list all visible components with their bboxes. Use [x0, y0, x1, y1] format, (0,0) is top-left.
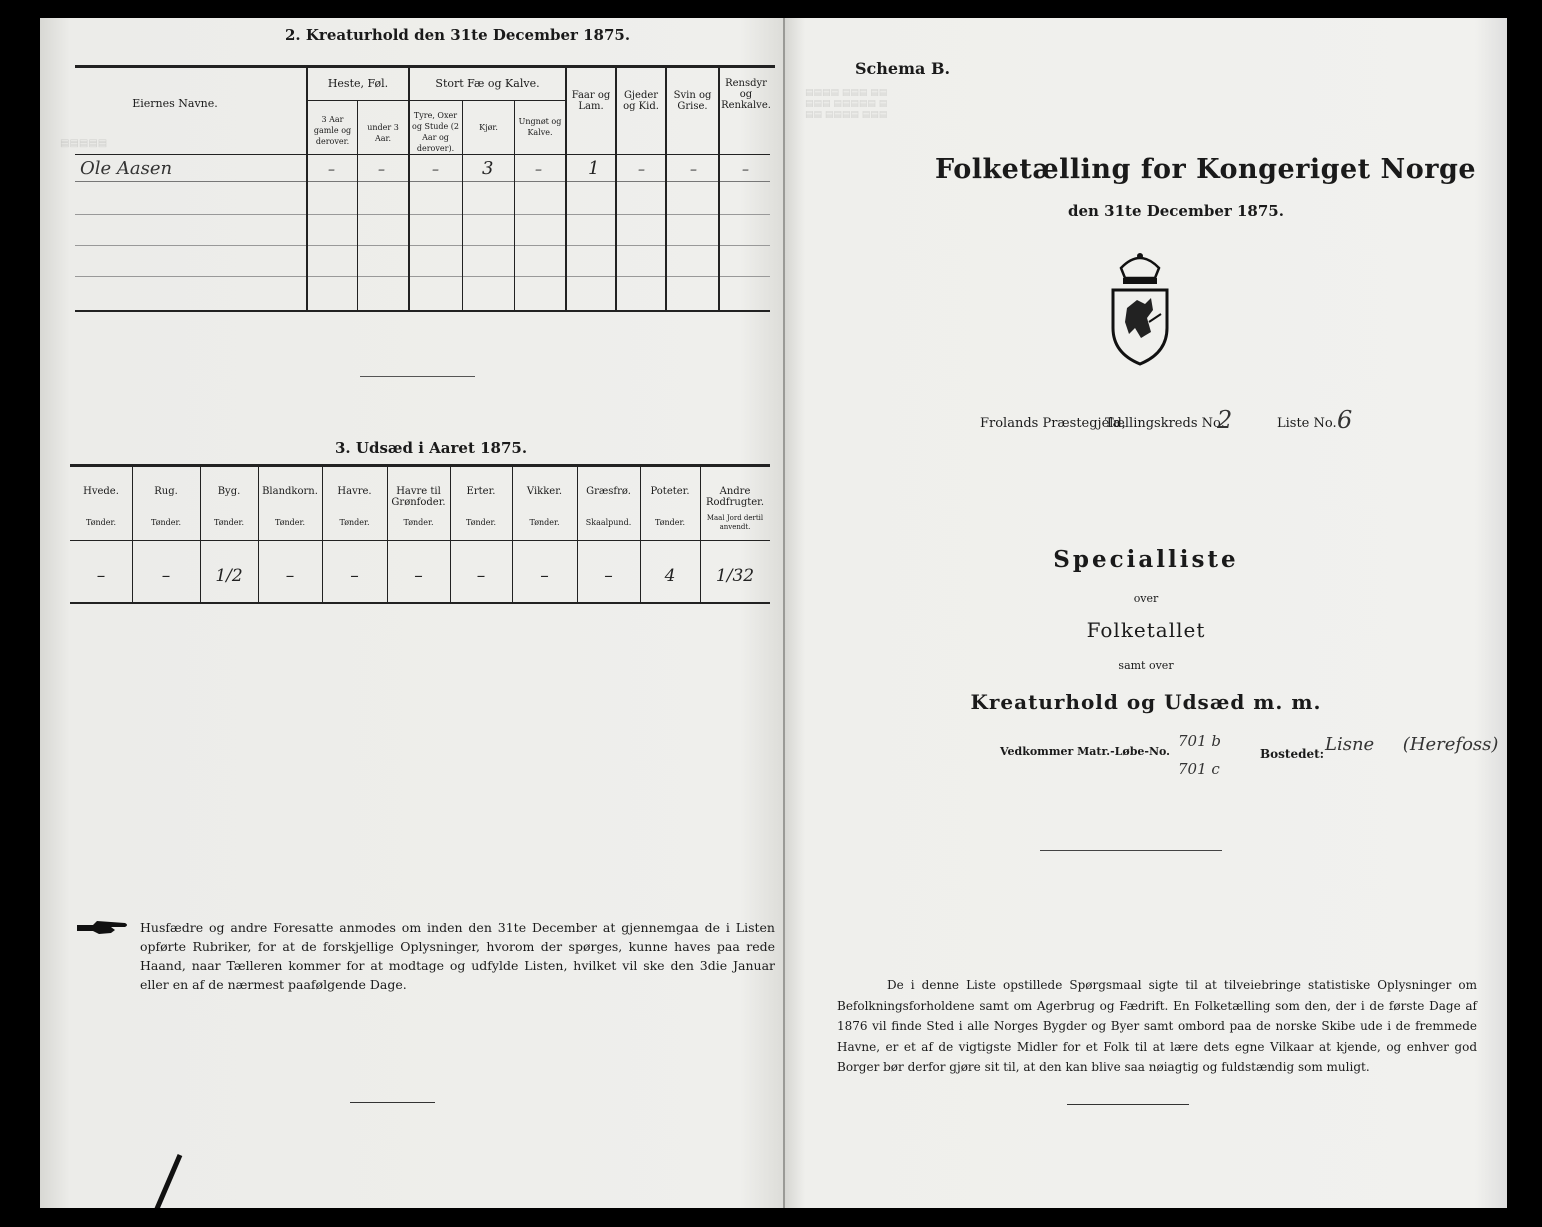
matr-value-1: 701 b	[1178, 732, 1222, 750]
folketallet-text: Folketallet	[1086, 618, 1206, 642]
separator-rule	[360, 376, 475, 377]
seed-header-unit: Tønder.	[654, 518, 686, 527]
seed-cell-value: –	[350, 566, 359, 586]
bosted-value: Lisne (Herefoss)	[1325, 734, 1499, 755]
district-number: 2	[1217, 406, 1233, 434]
special-list-title: Specialliste	[1053, 546, 1239, 573]
cows-header: Kjør.	[479, 123, 498, 132]
seed-header-name: Rug.	[154, 486, 178, 497]
left-page	[40, 18, 785, 1208]
document-date: den 31te December 1875.	[1068, 202, 1284, 220]
document-title: Folketælling for Kongeriget Norge	[935, 154, 1477, 185]
owner-name: Ole Aasen	[80, 158, 173, 179]
separator-rule	[1067, 1104, 1189, 1105]
table-bottom-rule	[75, 310, 770, 312]
horses-header: Heste, Føl.	[327, 77, 389, 90]
seed-header-unit: Tønder.	[213, 518, 245, 527]
sub-header-rule	[306, 100, 565, 101]
young-cattle-header: Ungnøt og Kalve.	[518, 117, 562, 137]
seed-header-unit: Tønder.	[403, 518, 434, 527]
seed-header-unit: Tønder.	[339, 518, 370, 527]
seed-header-name: Erter.	[466, 486, 496, 497]
horses-young-header: under 3 Aar.	[367, 123, 399, 143]
seed-cell-value: –	[540, 566, 549, 586]
seed-header-unit: Tønder.	[85, 518, 117, 527]
footer-text: De i denne Liste opstillede Spørgsmaal sigte til at tilveiebringe statistiske Oplysninger om Befolkningsforholdene samt om Agerbrug og Fædrift. En Folketælling som den, der i de første Dage af 1876 vil finde Sted i alle Norges Bygder og Byer samt ombord paa de norske Skibe ude i de fremmede Havne, er et af de vigtigste Midler for et Folk til at lære dets egne Vilkaar at kjende, og enhver god Borger bør derfor gjøre sit til, at den kan blive saa nøiagtig og fuldstændig som muligt.	[837, 978, 1477, 1074]
seed-cell-value: 1/2	[215, 566, 243, 586]
goats-header: Gjeder og Kid.	[623, 90, 659, 112]
owner-header: Eiernes Navne.	[132, 97, 218, 110]
seed-header-unit: Skaalpund.	[585, 518, 632, 527]
seed-header-unit: Tønder.	[150, 518, 182, 527]
cell-value: 3	[482, 158, 494, 179]
seed-header-name: Poteter.	[650, 486, 690, 497]
district-label: Tællingskreds No.	[1105, 416, 1225, 431]
seed-cell-value: –	[604, 566, 613, 586]
seed-cell-value: –	[285, 566, 295, 586]
list-label: Liste No.	[1277, 416, 1337, 431]
pointing-hand-icon	[75, 917, 130, 939]
seed-cell-value: 1/32	[715, 566, 755, 586]
matr-value-2: 701 c	[1178, 760, 1220, 778]
livestock-seed-title: Kreaturhold og Udsæd m. m.	[970, 690, 1322, 714]
cell-value: –	[690, 162, 697, 178]
reindeer-header: Rensdyr og Renkalve.	[721, 78, 771, 111]
seed-cell-value: –	[414, 566, 423, 586]
seed-cell-value: –	[161, 566, 171, 586]
notice-text: Husfædre og andre Foresatte anmodes om inden den 31te December at gjennemgaa de i Listen opførte Rubriker, for at de forskjellige Oplysninger, hvorom der spørges, kunne haves paa rede Haand, naar Tælleren kommer for at modtage og udfylde Listen, hvilket vil ske den 3die Januar eller en af de nærmest paafølgende Dage.	[140, 920, 775, 992]
samt-over-text: samt over	[1118, 659, 1174, 672]
seed-header-name: Andre Rodfrugter.	[705, 486, 765, 508]
separator-rule	[350, 1102, 435, 1103]
bosted-label: Bostedet:	[1260, 747, 1325, 761]
section2-title: 2. Kreaturhold den 31te December 1875.	[285, 26, 631, 44]
seed-cell-value: –	[476, 566, 486, 586]
cell-value: –	[535, 162, 542, 178]
seed-header-name: Hvede.	[83, 486, 119, 497]
section3-title: 3. Udsæd i Aaret 1875.	[335, 439, 528, 457]
column-divider	[408, 66, 410, 310]
seed-cell-value: –	[96, 566, 106, 586]
cattle-header: Stort Fæ og Kalve.	[435, 77, 540, 90]
seed-header-unit: Maal Jord dertil anvendt.	[706, 514, 764, 531]
seed-header-name: Vikker.	[526, 486, 563, 497]
seed-header-unit: Tønder.	[465, 518, 497, 527]
bulls-header: Tyre, Oxer og Stude (2 Aar og derover).	[412, 111, 459, 153]
right-page	[785, 18, 1507, 1208]
cell-value: 1	[588, 158, 600, 179]
coat-of-arms-icon	[1107, 248, 1173, 368]
seed-header-name: Havre til Grønfoder.	[391, 486, 446, 508]
list-number: 6	[1337, 406, 1353, 434]
seed-header-name: Blandkorn.	[262, 486, 318, 497]
bleed-through-text: ▤▤▤▤▤	[60, 138, 108, 149]
horses-old-header: 3 Aar gamle og derover.	[313, 115, 352, 146]
cell-value: –	[742, 162, 749, 178]
cell-value: –	[378, 162, 385, 178]
cell-value: –	[432, 162, 439, 178]
pen-mark-icon	[150, 1153, 190, 1208]
separator-rule	[1040, 850, 1222, 851]
seed-table-top-rule	[70, 464, 770, 467]
table-top-rule	[75, 65, 775, 68]
bleed-through-text: ▤▤▤▤ ▤▤▤ ▤▤ ▤▤▤ ▤▤▤▤▤ ▤ ▤▤ ▤▤▤▤ ▤▤▤	[805, 88, 888, 120]
schema-label: Schema B.	[855, 59, 951, 78]
seed-header-unit: Tønder.	[274, 518, 306, 527]
parish-label: Frolands Præstegjeld,	[980, 416, 1126, 431]
sheep-header: Faar og Lam.	[571, 90, 611, 112]
cell-value: –	[328, 162, 335, 178]
matr-label: Vedkommer Matr.-Løbe-No.	[1000, 745, 1170, 758]
seed-header-rule	[70, 540, 770, 541]
cell-value: –	[638, 162, 645, 178]
seed-cell-value: 4	[664, 566, 676, 586]
seed-header-name: Byg.	[217, 486, 241, 497]
seed-table-bottom-rule	[70, 602, 770, 604]
seed-header-unit: Tønder.	[529, 518, 560, 527]
seed-header-name: Græsfrø.	[586, 486, 631, 497]
seed-header-name: Havre.	[337, 486, 372, 497]
over-text: over	[1133, 592, 1159, 605]
pigs-header: Svin og Grise.	[673, 90, 712, 112]
column-divider	[306, 66, 308, 310]
